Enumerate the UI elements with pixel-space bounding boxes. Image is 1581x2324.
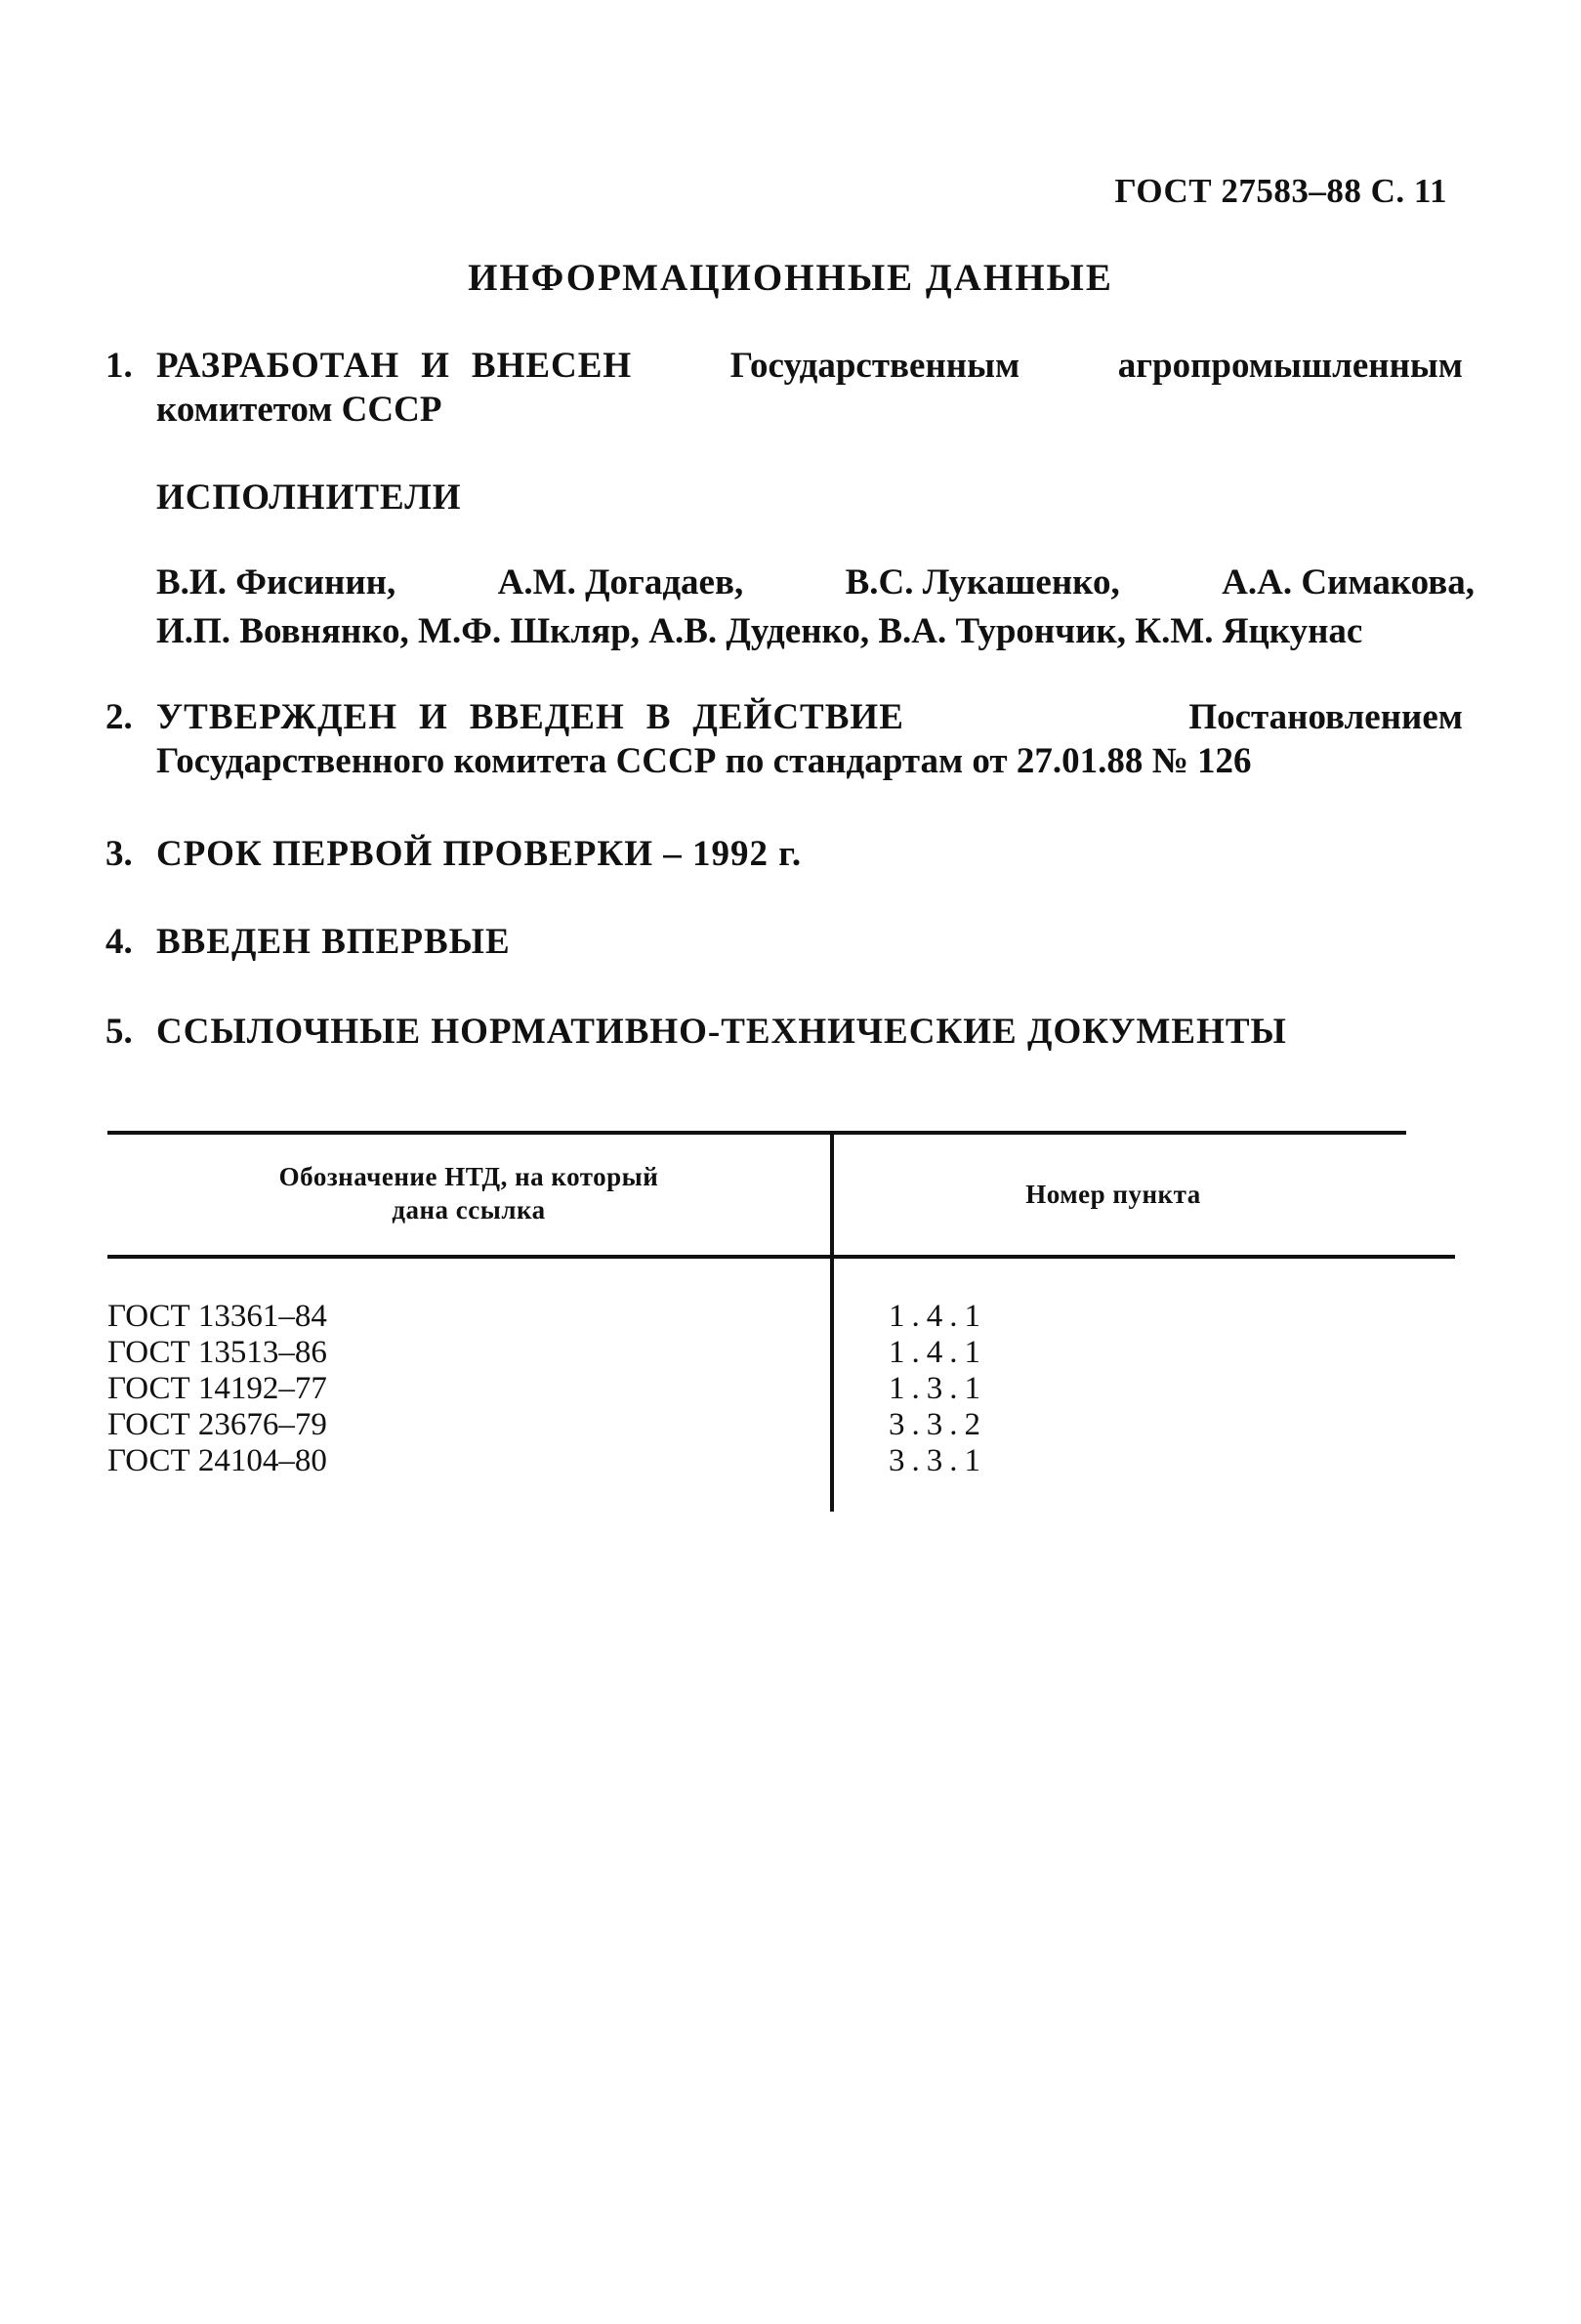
item-heading-word: В <box>645 697 672 737</box>
table-header-rule <box>107 1255 1455 1259</box>
item-number: 3. <box>105 834 133 874</box>
item-heading-word: ДЕЙСТВИЕ <box>692 697 904 737</box>
item-heading: ССЫЛОЧНЫЕ НОРМАТИВНО-ТЕХНИЧЕСКИЕ ДОКУМЕНТЫ <box>156 1012 1287 1052</box>
item-heading-word: ВНЕСЕН <box>471 346 633 386</box>
clause-column <box>889 1299 987 1479</box>
table-header-document <box>186 1160 752 1226</box>
document-column <box>107 1299 327 1479</box>
table-header-clause: Номер пункта <box>1025 1180 1201 1209</box>
table-column-divider <box>830 1131 834 1512</box>
info-item-5 <box>105 1010 1463 1054</box>
table-top-rule <box>107 1131 1406 1135</box>
table-cell-clause: 1.4.1 <box>889 1335 987 1370</box>
table-cell-clause: 3.3.1 <box>889 1443 987 1478</box>
item-heading-word: И <box>421 346 450 386</box>
header-line: Обозначение НТД, на который <box>278 1162 659 1191</box>
item-heading-word: УТВЕРЖДЕН <box>156 697 397 737</box>
executor-name: В.С. Лукашенко, <box>845 562 1120 602</box>
table-cell-document: ГОСТ 13361–84 <box>107 1299 327 1334</box>
info-item-2 <box>105 695 1463 783</box>
table-cell-document: ГОСТ 24104–80 <box>107 1443 327 1478</box>
item-text: Постановлением Государственного комитета СССР по стандартам от 27.01.88 № 126 <box>156 697 1463 781</box>
reference-documents-table <box>107 1131 1455 1512</box>
item-text: Государственным агропромышленным комитетом СССР <box>156 346 1463 430</box>
executor-name: А.М. Догадаев, <box>497 562 744 602</box>
item-heading-word: РАЗРАБОТАН <box>156 346 400 386</box>
table-cell-document: ГОСТ 13513–86 <box>107 1335 327 1370</box>
table-cell-document: ГОСТ 14192–77 <box>107 1371 327 1406</box>
item-heading-word: И <box>419 697 448 737</box>
executor-names-line: И.П. Вовнянко, М.Ф. Шкляр, А.В. Дуденко, В.А. Турончик, К.М. Яцкунас <box>156 611 1363 651</box>
executors-list <box>156 559 1475 656</box>
info-item-3 <box>105 832 1463 876</box>
executors-heading: ИСПОЛНИТЕЛИ <box>156 477 462 518</box>
executor-name: В.И. Фисинин, <box>156 562 396 602</box>
item-heading: СРОК ПЕРВОЙ ПРОВЕРКИ – 1992 г. <box>156 834 803 874</box>
info-item-4 <box>105 920 1463 964</box>
header-line: дана ссылка <box>392 1195 546 1224</box>
item-heading-word: ВВЕДЕН <box>469 697 625 737</box>
executor-name: А.А. Симакова, <box>1222 562 1475 602</box>
table-cell-clause: 3.3.2 <box>889 1407 987 1442</box>
info-item-1 <box>105 344 1463 432</box>
table-cell-clause: 1.4.1 <box>889 1299 987 1334</box>
item-number: 2. <box>105 697 133 737</box>
table-cell-clause: 1.3.1 <box>889 1371 987 1406</box>
item-heading: ВВЕДЕН ВПЕРВЫЕ <box>156 922 511 962</box>
item-number: 4. <box>105 922 133 962</box>
page-title: ИНФОРМАЦИОННЫЕ ДАННЫЕ <box>468 257 1113 299</box>
item-number: 5. <box>105 1012 133 1052</box>
running-head: ГОСТ 27583–88 С. 11 <box>1114 172 1447 210</box>
item-number: 1. <box>105 346 133 386</box>
table-cell-document: ГОСТ 23676–79 <box>107 1407 327 1442</box>
